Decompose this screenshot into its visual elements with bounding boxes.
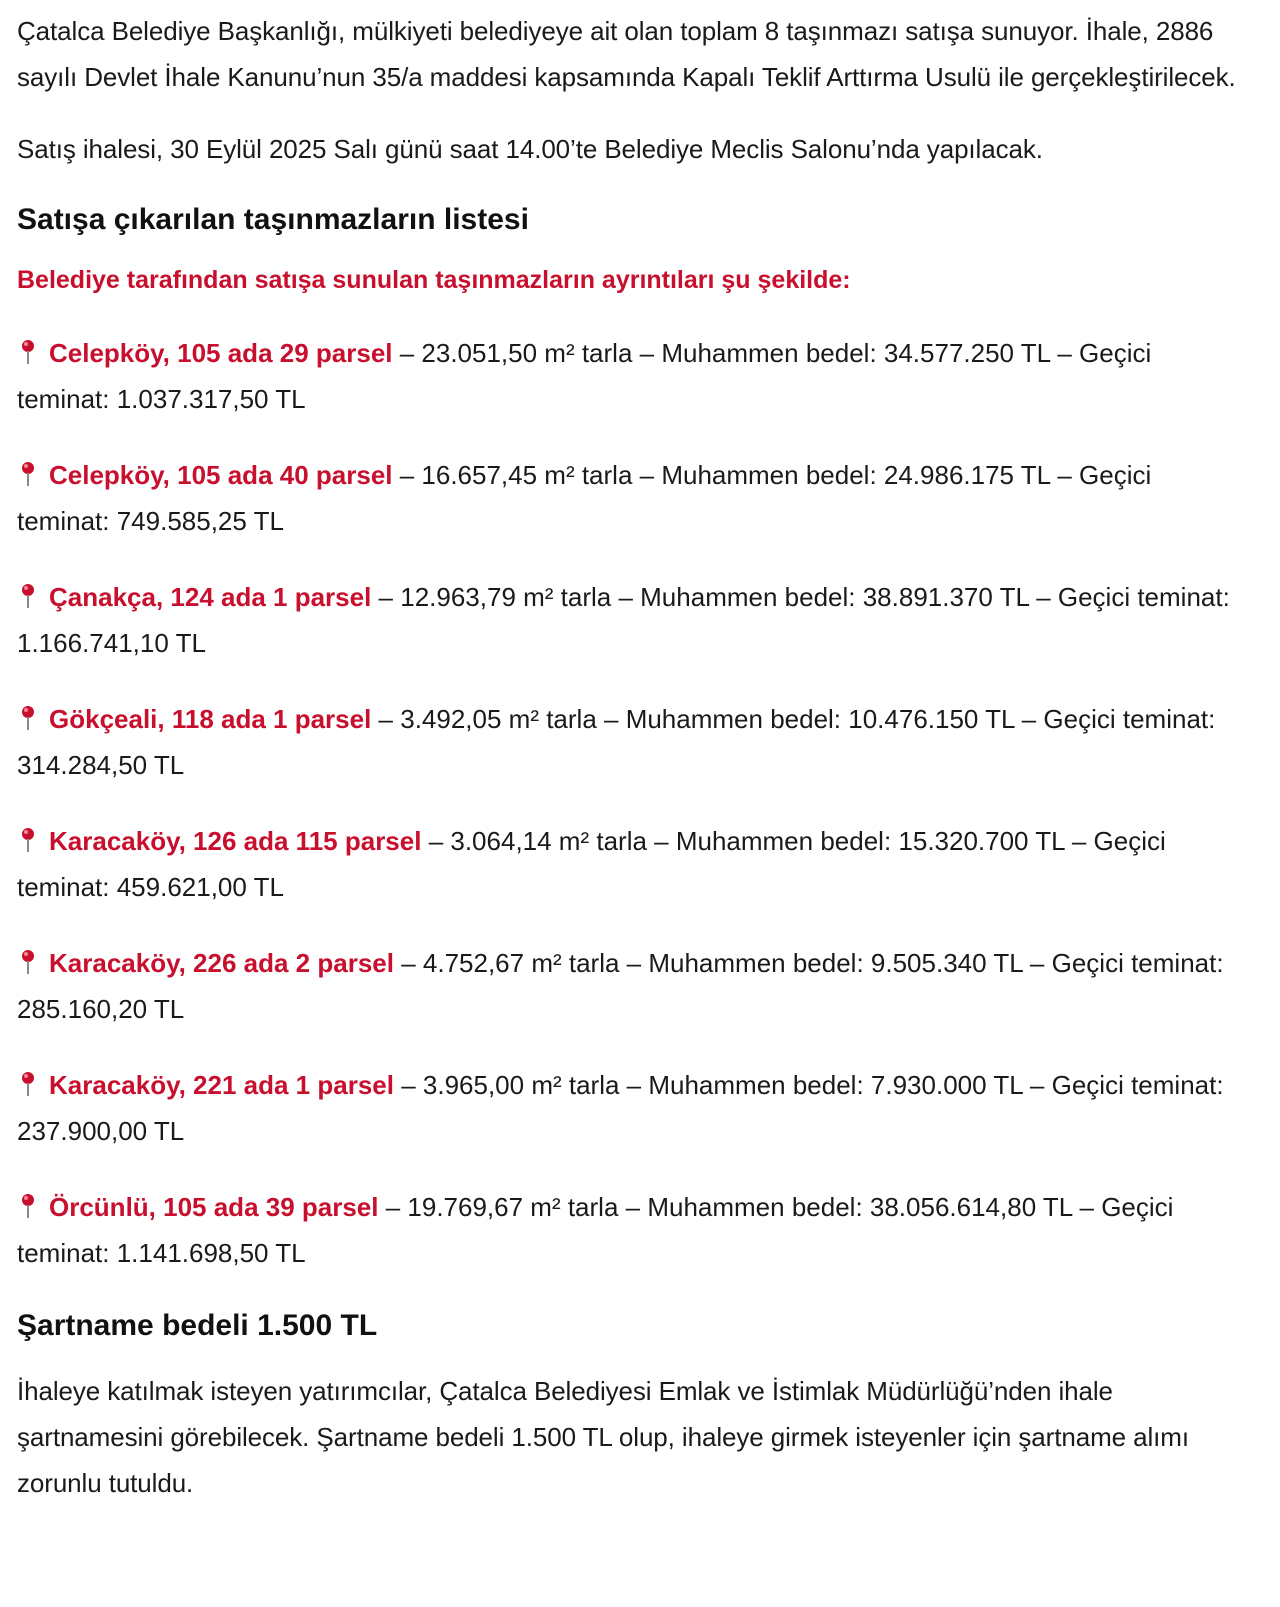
- intro-paragraph-1: Çatalca Belediye Başkanlığı, mülkiyeti belediyeye ait olan toplam 8 taşınmazı satışa sunuyor. İhale, 2886 sayılı Devlet İhale Kanunu’nun 35/a maddesi kapsamında Kapalı Teklif Arttırma Usulü ile gerçekleştirilecek.: [17, 16, 1236, 92]
- pushpin-icon: [17, 583, 39, 609]
- list-item: [17, 574, 1240, 666]
- pushpin-icon: [17, 1193, 39, 1219]
- property-location: Karacaköy, 221 ada 1 parsel: [49, 1070, 394, 1100]
- pushpin-icon: [17, 1071, 39, 1097]
- property-details: – 3.064,14 m² tarla – Muhammen bedel: 15.320.700 TL – Geçici teminat: 459.621,00 TL: [17, 826, 1166, 902]
- property-location: Çanakça, 124 ada 1 parsel: [49, 582, 372, 612]
- list-item: [17, 1062, 1240, 1154]
- property-details: – 19.769,67 m² tarla – Muhammen bedel: 38.056.614,80 TL – Geçici teminat: 1.141.698,50 TL: [17, 1192, 1174, 1268]
- pushpin-icon: [17, 827, 39, 853]
- property-details: – 23.051,50 m² tarla – Muhammen bedel: 34.577.250 TL – Geçici teminat: 1.037.317,50 TL: [17, 338, 1152, 414]
- list-item: [17, 940, 1240, 1032]
- property-location: Celepköy, 105 ada 40 parsel: [49, 460, 393, 490]
- property-details: – 3.492,05 m² tarla – Muhammen bedel: 10.476.150 TL – Geçici teminat: 314.284,50 TL: [17, 704, 1216, 780]
- property-location: Karacaköy, 226 ada 2 parsel: [49, 948, 394, 978]
- pushpin-icon: [17, 461, 39, 487]
- property-location: Celepköy, 105 ada 29 parsel: [49, 338, 393, 368]
- list-heading: Satışa çıkarılan taşınmazların listesi: [17, 203, 529, 236]
- list-item: [17, 818, 1240, 910]
- pushpin-icon: [17, 949, 39, 975]
- property-details: – 3.965,00 m² tarla – Muhammen bedel: 7.930.000 TL – Geçici teminat: 237.900,00 TL: [17, 1070, 1224, 1146]
- pushpin-icon: [17, 339, 39, 365]
- intro-paragraph-2: Satış ihalesi, 30 Eylül 2025 Salı günü saat 14.00’te Belediye Meclis Salonu’nda yapılacak.: [17, 134, 1043, 164]
- list-item: [17, 452, 1240, 544]
- list-item: [17, 696, 1240, 788]
- property-details: – 16.657,45 m² tarla – Muhammen bedel: 24.986.175 TL – Geçici teminat: 749.585,25 TL: [17, 460, 1152, 536]
- list-item: [17, 330, 1240, 422]
- list-subheading: Belediye tarafından satışa sunulan taşınmazların ayrıntıları şu şekilde:: [17, 266, 851, 294]
- pushpin-icon: [17, 705, 39, 731]
- property-location: Karacaköy, 126 ada 115 parsel: [49, 826, 422, 856]
- spec-heading: Şartname bedeli 1.500 TL: [17, 1309, 378, 1342]
- list-item: [17, 1184, 1240, 1276]
- spec-paragraph: İhaleye katılmak isteyen yatırımcılar, Çatalca Belediyesi Emlak ve İstimlak Müdürlüğü’nden ihale şartnamesini görebilecek. Şartname bedeli 1.500 TL olup, ihaleye girmek isteyenler için şartname alımı zorunlu tutuldu.: [17, 1376, 1189, 1498]
- property-details: – 4.752,67 m² tarla – Muhammen bedel: 9.505.340 TL – Geçici teminat: 285.160,20 TL: [17, 948, 1224, 1024]
- property-list: [17, 330, 1240, 1276]
- property-location: Örcünlü, 105 ada 39 parsel: [49, 1192, 379, 1222]
- property-details: – 12.963,79 m² tarla – Muhammen bedel: 38.891.370 TL – Geçici teminat: 1.166.741,10 TL: [17, 582, 1230, 658]
- property-location: Gökçeali, 118 ada 1 parsel: [49, 704, 372, 734]
